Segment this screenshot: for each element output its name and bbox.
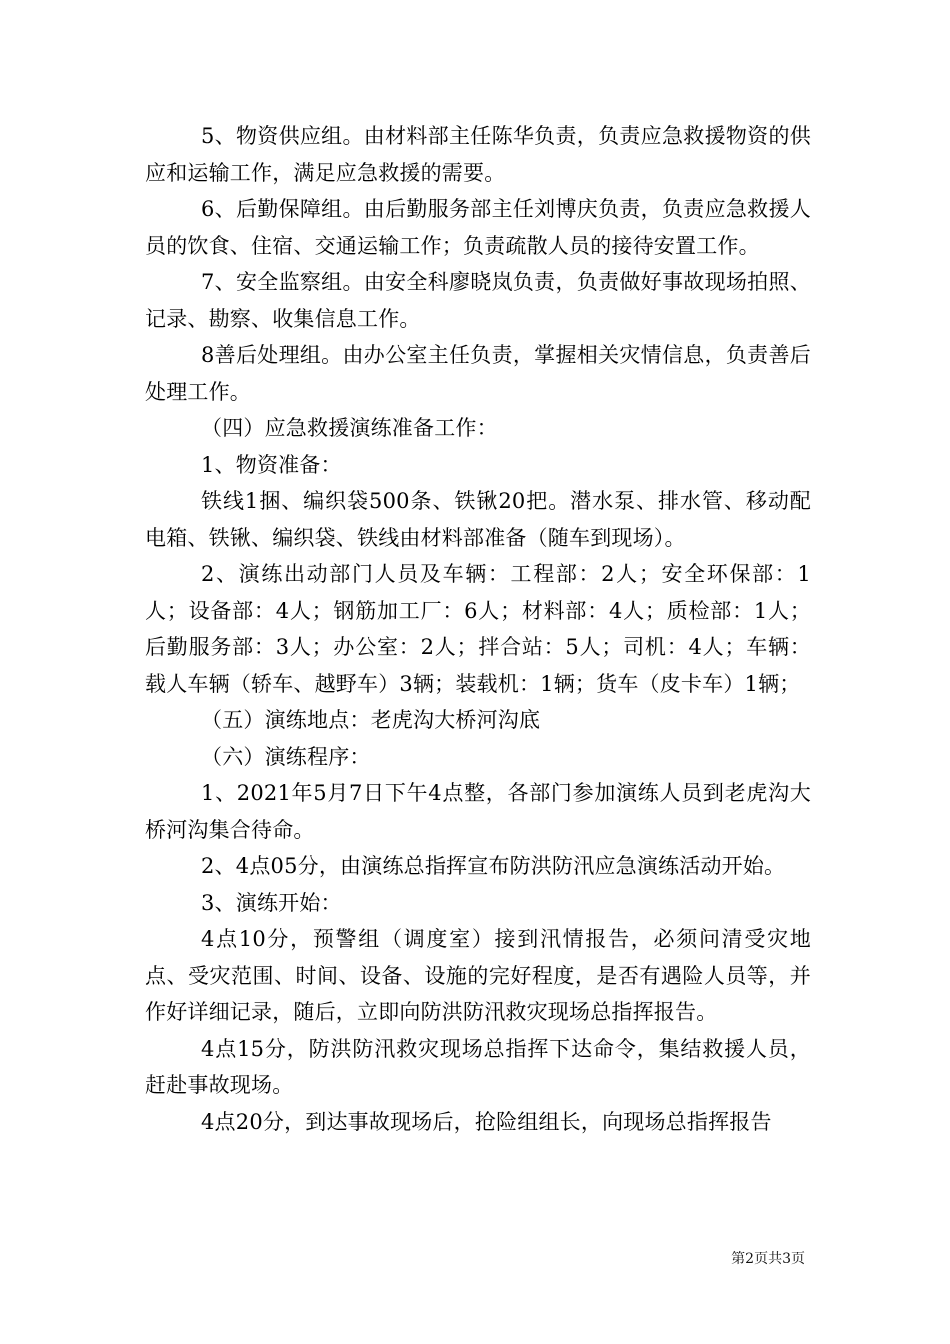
paragraph-safety-group: 7、安全监察组。由安全科廖晓岚负责，负责做好事故现场拍照、记录、勘察、收集信息工作。 [145, 270, 811, 331]
paragraph-aftermath-group: 8善后处理组。由办公室主任负责，掌握相关灾情信息，负责善后处理工作。 [145, 343, 811, 404]
section-heading-preparation: （四）应急救援演练准备工作： [201, 416, 498, 440]
section-heading-procedure: （六）演练程序： [201, 744, 371, 769]
subheading-materials: 1、物资准备： [201, 452, 342, 477]
paragraph-timeline-415: 4点15分，防洪防汛救灾现场总指挥下达命令，集结救援人员，赶赴事故现场。 [145, 1036, 811, 1097]
page-number-footer: 第2页共3页 [731, 1251, 805, 1267]
paragraph-supply-group: 5、物资供应组。由材料部主任陈华负责，负责应急救援物资的供应和运输工作，满足应急救援的需要。 [145, 124, 811, 185]
paragraph-procedure-step-1: 1、2021年5月7日下午4点整，各部门参加演练人员到老虎沟大桥河沟集合待命。 [145, 781, 811, 842]
paragraph-personnel-vehicles: 2、演练出动部门人员及车辆：工程部：2人；安全环保部：1人；设备部：4人；钢筋加工厂：6人；材料部：4人；质检部：1人；后勤服务部：3人；办公室：2人；拌合站：5人；司机：4人；车辆：载人车辆（轿车、越野车）3辆；装载机：1辆；货车（皮卡车）1辆； [145, 562, 811, 696]
paragraph-timeline-420: 4点20分，到达事故现场后，抢险组组长，向现场总指挥报告 [201, 1109, 772, 1134]
paragraph-logistics-group: 6、后勤保障组。由后勤服务部主任刘博庆负责，负责应急救援人员的饮食、住宿、交通运输工作；负责疏散人员的接待安置工作。 [145, 197, 811, 258]
paragraph-materials-list: 铁线1捆、编织袋500条、铁锹20把。潜水泵、排水管、移动配电箱、铁锹、编织袋、铁线由材料部准备（随车到现场）。 [145, 489, 811, 550]
paragraph-timeline-410: 4点10分，预警组（调度室）接到汛情报告，必须问清受灾地点、受灾范围、时间、设备、设施的完好程度，是否有遇险人员等，并作好详细记录，随后，立即向防洪防汛救灾现场总指挥报告。 [145, 927, 811, 1024]
document-body [145, 118, 811, 1140]
paragraph-procedure-step-2: 2、4点05分，由演练总指挥宣布防洪防汛应急演练活动开始。 [201, 854, 786, 878]
section-heading-location: （五）演练地点：老虎沟大桥河沟底 [201, 708, 541, 732]
paragraph-procedure-step-3: 3、演练开始： [201, 890, 342, 915]
